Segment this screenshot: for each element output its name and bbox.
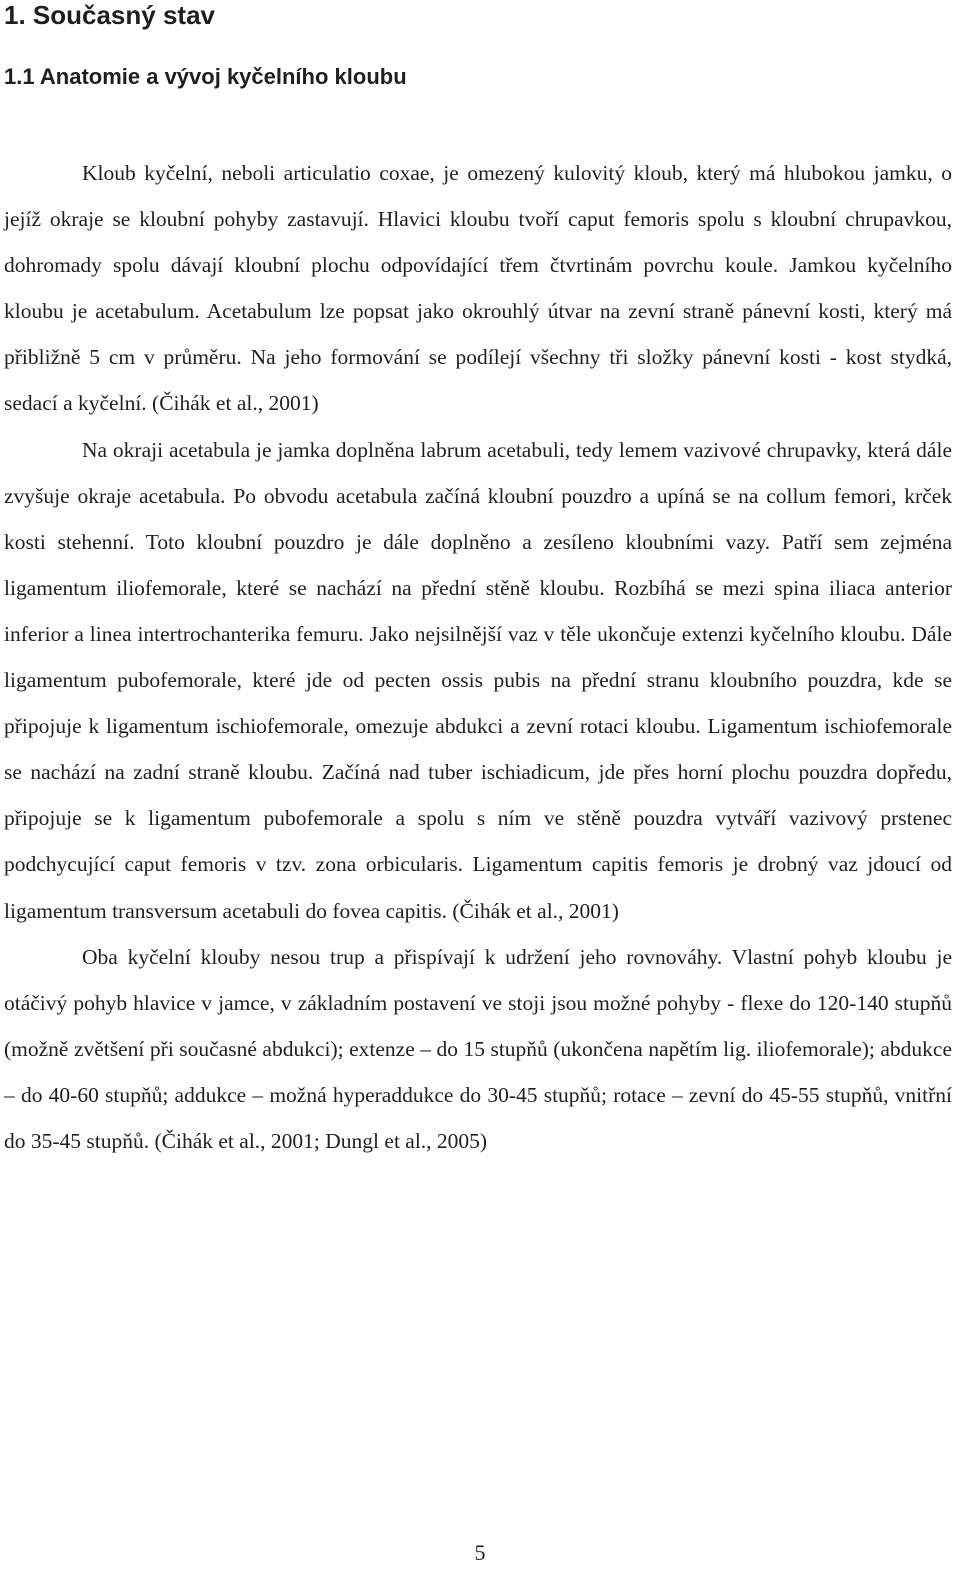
paragraph-movements: Oba kyčelní klouby nesou trup a přispívají k udržení jeho rovnováhy. Vlastní pohyb kloubu je otáčivý pohyb hlavice v jamce, v základním postavení ve stoji jsou možné pohyby - flexe do 120-140 stupňů (možně zvětšení při současné abdukci); extenze – do 15 stupňů (ukončena napětím lig. iliofemorale); abdukce – do 40-60 stupňů; addukce – možná hyperaddukce do 30-45 stupňů; rotace – zevní do 45-55 stupňů, vnitřní do 35-45 stupňů. (Čihák et al., 2001; Dungl et al., 2005)	[4, 944, 952, 1153]
paragraph-ligaments: Na okraji acetabula je jamka doplněna labrum acetabuli, tedy lemem vazivové chrupavky, která dále zvyšuje okraje acetabula. Po obvodu acetabula začíná kloubní pouzdro a upíná se na collum femori, krček kosti stehenní. Toto kloubní pouzdro je dále doplněno a zesíleno kloubními vazy. Patří sem zejména ligamentum iliofemorale, které se nachází na přední stěně kloubu. Rozbíhá se mezi spina iliaca anterior inferior a linea intertrochanterika femuru. Jako nejsilnější vaz v těle ukončuje extenzi kyčelního kloubu. Dále ligamentum pubofemorale, které jde od pecten ossis pubis na přední stranu kloubního pouzdra, kde se připojuje k ligamentum ischiofemorale, omezuje abdukci a zevní rotaci kloubu. Ligamentum ischiofemorale se nachází na zadní straně kloubu. Začíná nad tuber ischiadicum, jde přes horní plochu pouzdra dopředu, připojuje se k ligamentum pubofemorale a spolu s ním ve stěně pouzdra vytváří vazivový prstenec podchycující caput femoris v tzv. zona orbicularis. Ligamentum capitis femoris je drobný vaz jdoucí od ligamentum transversum acetabuli do fovea capitis. (Čihák et al., 2001)	[4, 437, 952, 923]
page-number: 5	[474, 1540, 486, 1565]
paragraph-hip-joint-description: Kloub kyčelní, neboli articulatio coxae, je omezený kulovitý kloub, který má hlubokou jamku, o jejíž okraje se kloubní pohyby zastavují. Hlavici kloubu tvoří caput femoris spolu s kloubní chrupavkou, dohromady spolu dávají kloubní plochu odpovídající třem čtvrtinám povrchu koule. Jamkou kyčelního kloubu je acetabulum. Acetabulum lze popsat jako okrouhlý útvar na zevní straně pánevní kosti, který má přibližně 5 cm v průměru. Na jeho formování se podílejí všechny tři složky pánevní kosti - kost stydká, sedací a kyčelní. (Čihák et al., 2001)	[4, 161, 952, 416]
section-heading: 1.1 Anatomie a vývoj kyčelního kloubu	[4, 64, 407, 89]
chapter-heading: 1. Současný stav	[4, 0, 215, 30]
body-text	[4, 150, 952, 1164]
